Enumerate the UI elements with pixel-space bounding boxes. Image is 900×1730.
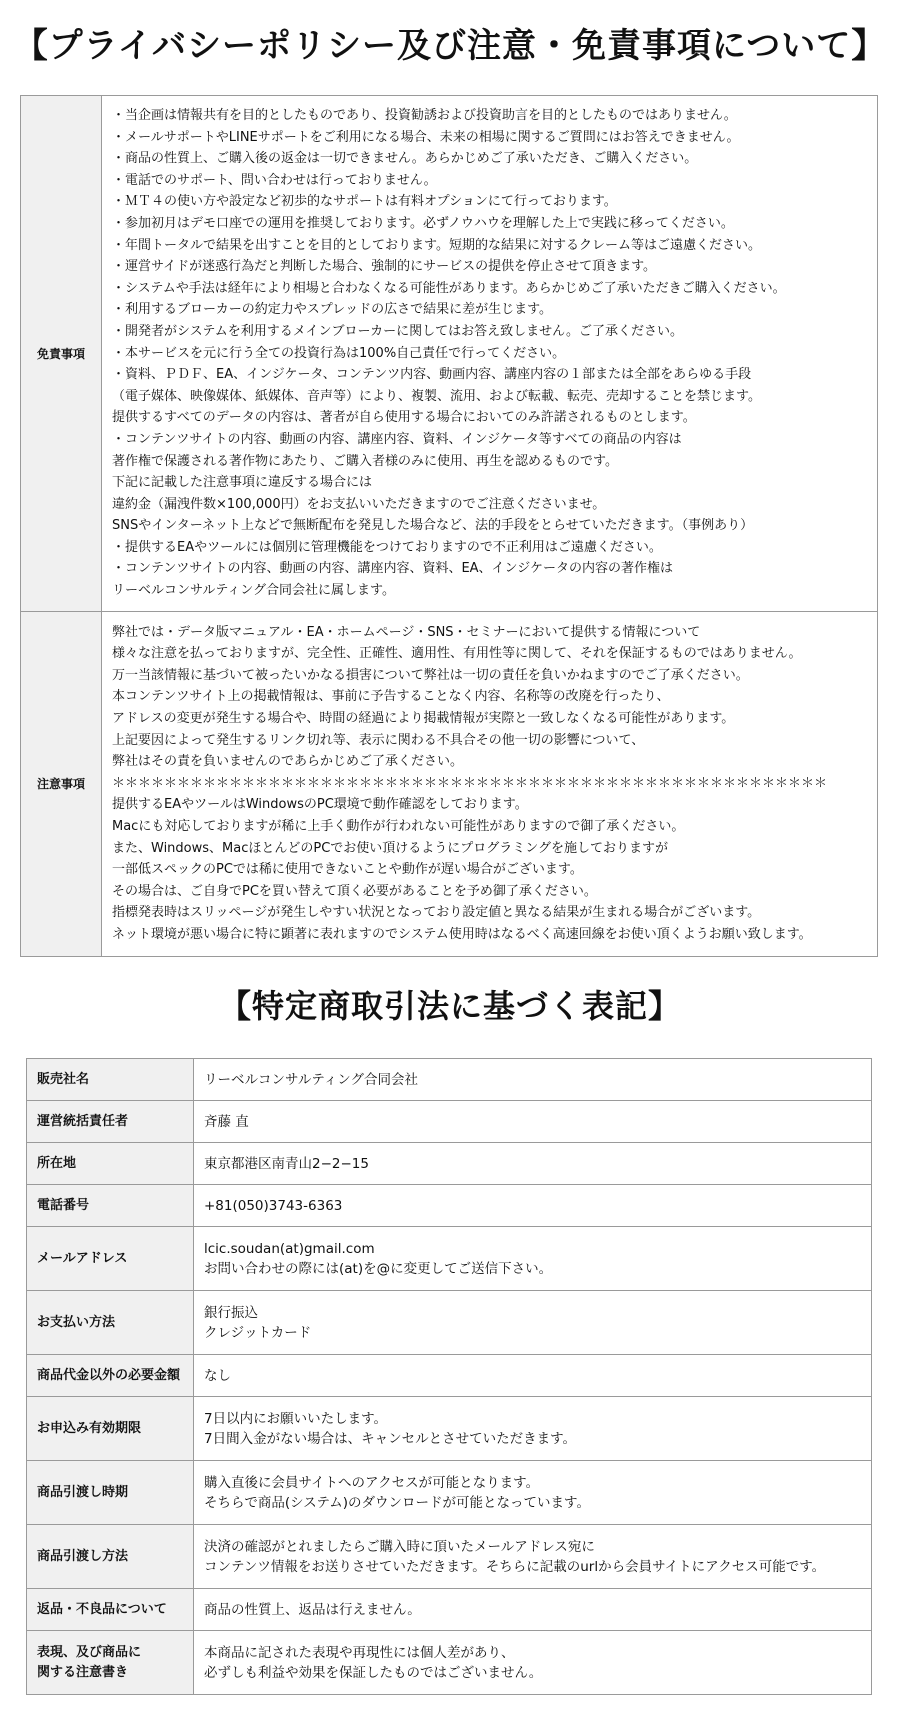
text-line: 著作権で保護される著作物にあたり、ご購入者様のみに使用、再生を認めるものです。 xyxy=(112,453,618,469)
law-row xyxy=(27,1059,872,1101)
text-line: 下記に記載した注意事項に違反する場合には xyxy=(112,475,373,491)
text-line: ・提供するEAやツールには個別に管理機能をつけておりますので不正利用はご遠慮ください。 xyxy=(112,539,662,555)
law-row-label xyxy=(27,1589,194,1631)
text-line: 指標発表時はスリッページが発生しやすい状況となっており設定値と異なる結果が生まれる場合がございます。 xyxy=(112,905,761,921)
law-row xyxy=(27,1101,872,1143)
disclaimer-row xyxy=(21,96,878,612)
law-row-label xyxy=(27,1355,194,1397)
law-row-value xyxy=(194,1101,872,1143)
law-row-value xyxy=(194,1589,872,1631)
label-line: 運営統括責任者 xyxy=(37,1113,129,1129)
label-line: 関する注意書き xyxy=(37,1664,129,1680)
label-line: 商品引渡し方法 xyxy=(37,1548,129,1564)
law-row xyxy=(27,1355,872,1397)
text-line: ・年間トータルで結果を出すことを目的としております。短期的な結果に対するクレーム等はご遠慮ください。 xyxy=(112,237,761,253)
law-row xyxy=(27,1397,872,1461)
privacy-table xyxy=(20,95,878,957)
label-line: 販売社名 xyxy=(37,1071,90,1087)
value-line: 斉藤 直 xyxy=(204,1113,249,1130)
text-line: （電子媒体、映像媒体、紙媒体、音声等）により、複製、流用、および転載、転売、売却することを禁じます。 xyxy=(112,388,761,404)
law-row-label xyxy=(27,1461,194,1525)
law-row-value xyxy=(194,1355,872,1397)
law-row-label xyxy=(27,1059,194,1101)
label-line: 所在地 xyxy=(37,1155,77,1171)
text-line: 提供するすべてのデータの内容は、著者が自ら使用する場合においてのみ許諾されるものとします。 xyxy=(112,410,696,426)
text-line: 様々な注意を払っておりますが、完全性、正確性、適用性、有用性等に関して、それを保証するものではありません。 xyxy=(112,646,802,662)
law-row-label xyxy=(27,1631,194,1695)
law-row-label xyxy=(27,1227,194,1291)
value-line: 購入直後に会員サイトへのアクセスが可能となります。 xyxy=(204,1474,540,1491)
label-line: お申込み有効期限 xyxy=(37,1420,142,1436)
text-line: ネット環境が悪い場合に特に顕著に表れますのでシステム使用時はなるべく高速回線をお使い頂くようお願い致します。 xyxy=(112,926,812,942)
law-row-label xyxy=(27,1397,194,1461)
text-line: 本コンテンツサイト上の掲載情報は、事前に予告することなく内容、名称等の改廃を行ったり、 xyxy=(112,689,670,705)
text-line: Macにも対応しておりますが稀に上手く動作が行われない可能性がありますので御了承ください。 xyxy=(112,819,685,834)
law-row-label xyxy=(27,1185,194,1227)
text-line: ・運営サイドが迷惑行為だと判断した場合、強制的にサービスの提供を停止させて頂きます。 xyxy=(112,259,657,275)
law-row-value xyxy=(194,1059,872,1101)
text-line: その場合は、ご自身でPCを買い替えて頂く必要があることを予め御了承ください。 xyxy=(112,883,597,899)
value-line: +81(050)3743-6363 xyxy=(204,1197,343,1214)
law-row-label xyxy=(27,1525,194,1589)
law-row xyxy=(27,1525,872,1589)
text-line: ・コンテンツサイトの内容、動画の内容、講座内容、資料、EA、インジケータの内容の著作権は xyxy=(112,561,673,577)
law-row-value xyxy=(194,1185,872,1227)
text-line: ・コンテンツサイトの内容、動画の内容、講座内容、資料、インジケータ等すべての商品の内容は xyxy=(112,431,682,447)
text-line: ・当企画は情報共有を目的としたものであり、投資勧誘および投資助言を目的としたものではありません。 xyxy=(112,108,737,123)
text-line: ＊＊＊＊＊＊＊＊＊＊＊＊＊＊＊＊＊＊＊＊＊＊＊＊＊＊＊＊＊＊＊＊＊＊＊＊＊＊＊＊＊＊＊＊＊＊＊＊＊＊＊＊＊＊＊ xyxy=(112,775,828,791)
label-line: 商品代金以外の必要金額 xyxy=(37,1367,181,1383)
label-line: お支払い方法 xyxy=(37,1314,116,1330)
text-line: アドレスの変更が発生する場合や、時間の経過により掲載情報が実際と一致しなくなる可能性があります。 xyxy=(112,711,735,727)
text-line: 弊社では・データ版マニュアル・EA・ホームページ・SNS・セミナーにおいて提供する情報について xyxy=(112,624,701,640)
value-line: なし xyxy=(204,1367,231,1384)
value-line: 商品の性質上、返品は行えません。 xyxy=(204,1601,421,1618)
text-line: 違約金（漏洩件数×100,000円）をお支払いいただきますのでご注意くださいませ。 xyxy=(112,496,606,512)
law-row xyxy=(27,1291,872,1355)
label-line: 表現、及び商品に xyxy=(37,1644,142,1660)
disclaimer-body xyxy=(102,96,878,612)
text-line: ・商品の性質上、ご購入後の返金は一切できません。あらかじめご了承いただき、ご購入ください。 xyxy=(112,151,698,167)
law-row xyxy=(27,1185,872,1227)
law-row xyxy=(27,1227,872,1291)
notice-row xyxy=(21,611,878,956)
label-line: 商品引渡し時期 xyxy=(37,1484,129,1500)
law-row-value xyxy=(194,1227,872,1291)
notice-label: 注意事項 xyxy=(21,611,102,956)
law-row-value xyxy=(194,1631,872,1695)
value-line: リーベルコンサルティング合同会社 xyxy=(204,1071,418,1088)
law-row xyxy=(27,1589,872,1631)
text-line: 一部低スペックのPCでは稀に使用できないことや動作が遅い場合がございます。 xyxy=(112,862,583,878)
value-line: 7日以内にお願いいたします。 xyxy=(204,1410,388,1427)
value-line: 7日間入金がない場合は、キャンセルとさせていただきます。 xyxy=(204,1430,577,1447)
value-line: 決済の確認がとれましたらご購入時に頂いたメールアドレス宛に xyxy=(204,1538,595,1555)
value-line: クレジットカード xyxy=(204,1324,312,1341)
commercial-law-title: 【特定商取引法に基づく表記】 xyxy=(218,987,681,1025)
text-line: ・資料、ＰＤＦ、EA、インジケータ、コンテンツ内容、動画内容、講座内容の１部または全部をあらゆる手段 xyxy=(112,367,752,383)
text-line: ・システムや手法は経年により相場と合わなくなる可能性があります。あらかじめご了承いただきご購入ください。 xyxy=(112,280,786,296)
text-line: SNSやインターネット上などで無断配布を発見した場合など、法的手段をとらせていただきます。（事例あり） xyxy=(112,518,754,534)
value-line: lcic.soudan(at)gmail.com xyxy=(204,1240,375,1257)
law-row xyxy=(27,1143,872,1185)
label-line: 返品・不良品について xyxy=(37,1601,167,1617)
law-row xyxy=(27,1631,872,1695)
text-line: ・電話でのサポート、問い合わせは行っておりません。 xyxy=(112,172,437,188)
law-row-value xyxy=(194,1291,872,1355)
law-row-label xyxy=(27,1291,194,1355)
value-line: コンテンツ情報をお送りさせていただきます。そちらに記載のurlから会員サイトにアクセス可能です。 xyxy=(204,1558,826,1575)
text-line: 弊社はその責を負いませんのであらかじめご了承ください。 xyxy=(112,754,464,770)
notice-body xyxy=(102,611,878,956)
law-row-label xyxy=(27,1101,194,1143)
value-line: そちらで商品(システム)のダウンロードが可能となっています。 xyxy=(204,1494,590,1511)
value-line: お問い合わせの際には(at)を@に変更してご送信下さい。 xyxy=(204,1260,553,1277)
law-row-label xyxy=(27,1143,194,1185)
label-line: 電話番号 xyxy=(37,1197,90,1213)
privacy-policy-title: 【プライバシーポリシー及び注意・免責事項について】 xyxy=(13,26,887,66)
text-line: ・利用するブローカーの約定力やスプレッドの広さで結果に差が生じます。 xyxy=(112,302,553,318)
text-line: 上記要因によって発生するリンク切れ等、表示に関わる不具合その他一切の影響について、 xyxy=(112,732,645,748)
text-line: ・参加初月はデモ口座での運用を推奨しております。必ずノウハウを理解した上で実践に移ってください。 xyxy=(112,215,734,231)
law-row-value xyxy=(194,1461,872,1525)
commercial-law-table xyxy=(26,1058,872,1695)
text-line: また、Windows、MacほとんどのPCでお使い頂けるようにプログラミングを施しておりますが xyxy=(112,840,669,856)
value-line: 本商品に記された表現や再現性には個人差があり、 xyxy=(204,1644,515,1661)
text-line: ・開発者がシステムを利用するメインブローカーに関してはお答え致しません。ご了承ください。 xyxy=(112,323,683,339)
text-line: ・メールサポートやLINEサポートをご利用になる場合、未来の相場に関するご質問にはお答えできません。 xyxy=(112,129,740,145)
disclaimer-label: 免責事項 xyxy=(21,96,102,612)
value-line: 銀行振込 xyxy=(204,1304,258,1321)
text-line: ・ＭＴ４の使い方や設定など初歩的なサポートは有料オプションにて行っております。 xyxy=(112,194,617,210)
text-line: 提供するEAやツールはWindowsのPC環境で動作確認をしております。 xyxy=(112,797,528,813)
text-line: ・本サービスを元に行う全ての投資行為は100%自己責任で行ってください。 xyxy=(112,345,566,361)
law-row xyxy=(27,1461,872,1525)
text-line: 万一当該情報に基づいて被ったいかなる損害について弊社は一切の責任を負いかねますのでご了承ください。 xyxy=(112,667,749,683)
law-row-value xyxy=(194,1525,872,1589)
value-line: 東京都港区南青山2−2−15 xyxy=(204,1155,369,1172)
law-row-value xyxy=(194,1397,872,1461)
label-line: メールアドレス xyxy=(37,1250,128,1266)
value-line: 必ずしも利益や効果を保証したものではございません。 xyxy=(204,1664,543,1681)
text-line: リーベルコンサルティング合同会社に属します。 xyxy=(112,583,396,599)
law-row-value xyxy=(194,1143,872,1185)
